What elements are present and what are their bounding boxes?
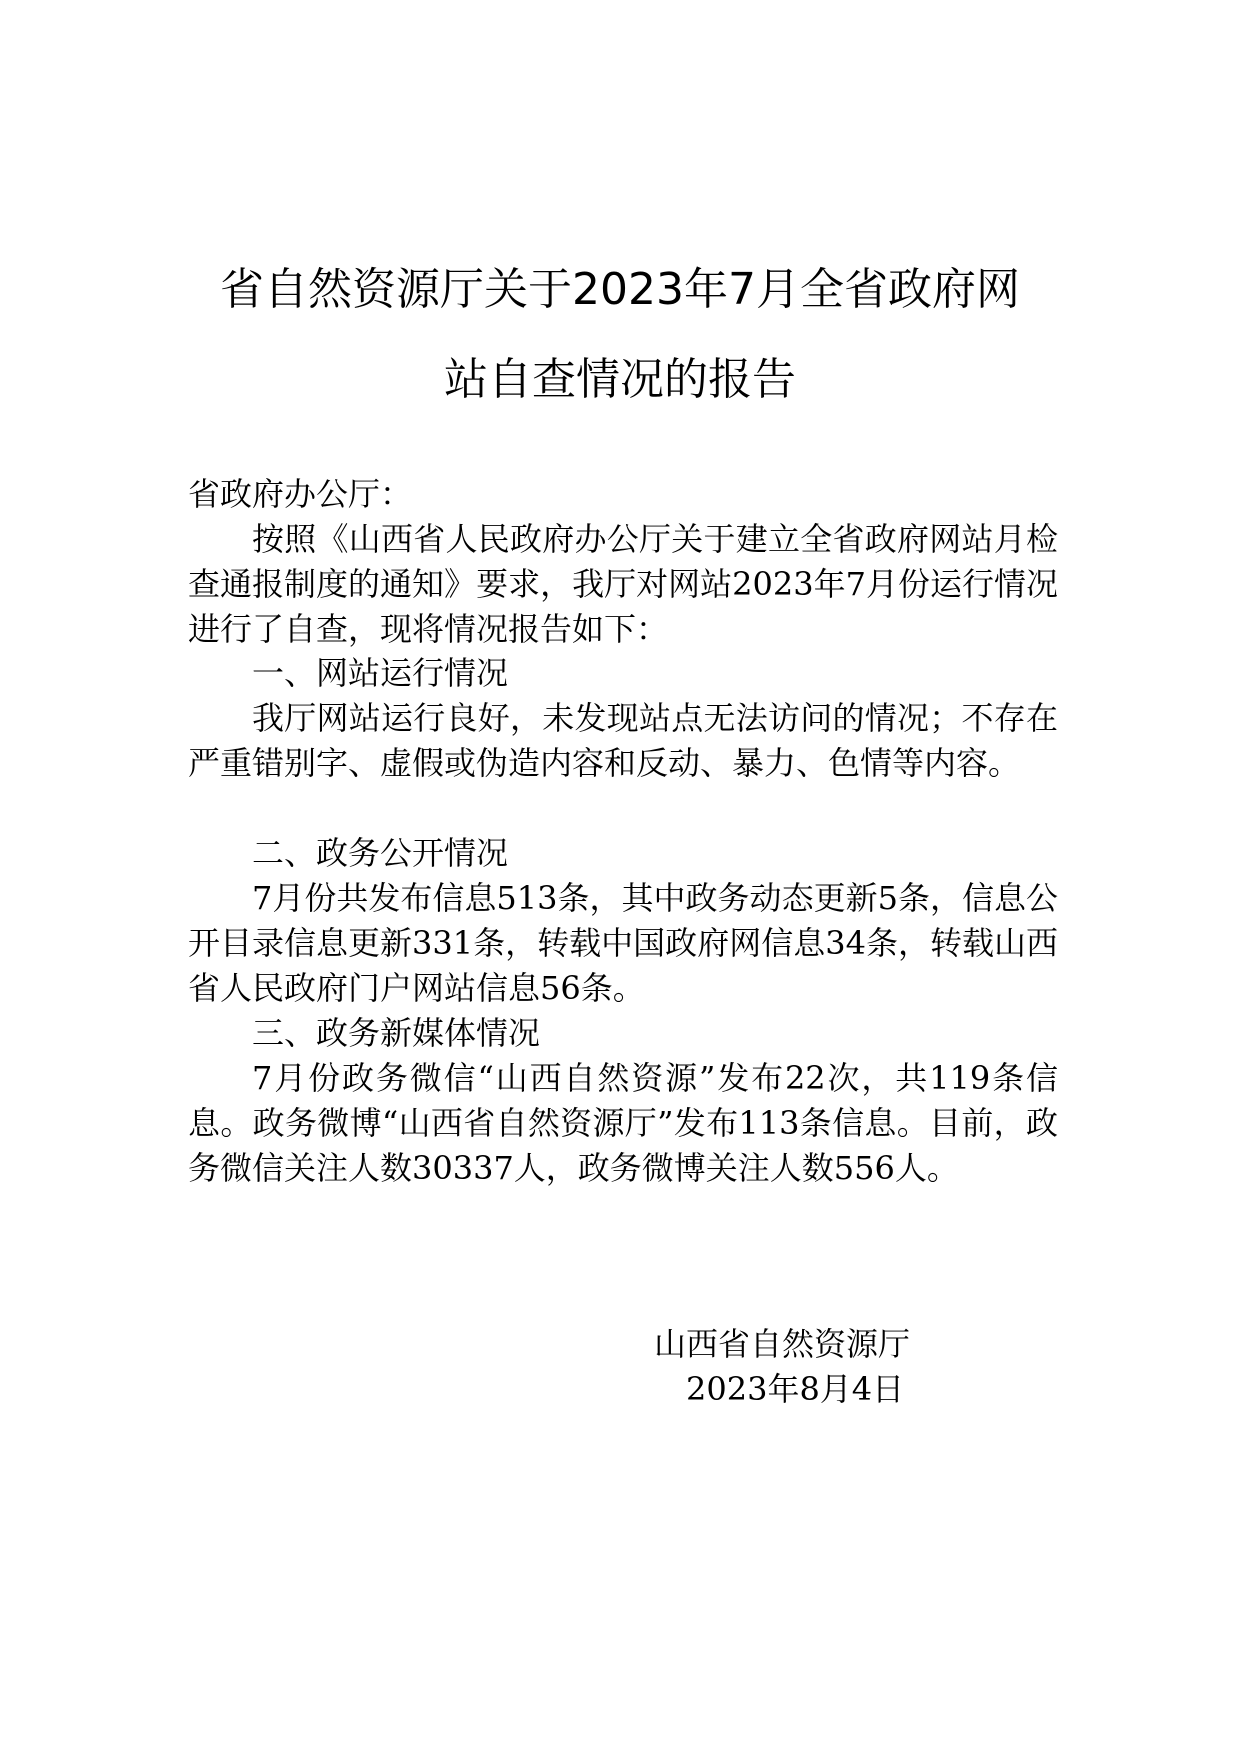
document-title-line-1: 省自然资源厅关于2023年7月全省政府网	[220, 264, 1020, 315]
signature-date: 2023年8月4日	[686, 1370, 905, 1408]
section-heading-website-operation: 一、网站运行情况	[252, 654, 509, 692]
section-heading-new-media: 三、政务新媒体情况	[252, 1014, 541, 1052]
section-heading-government-disclosure: 二、政务公开情况	[252, 834, 509, 872]
section-body-government-disclosure: 7月份共发布信息513条，其中政务动态更新5条，信息公开目录信息更新331条，转载中国政府网信息34条，转载山西省人民政府门户网站信息56条。	[188, 879, 1058, 1007]
intro-paragraph: 按照《山西省人民政府办公厅关于建立全省政府网站月检查通报制度的通知》要求，我厅对网站2023年7月份运行情况进行了自查，现将情况报告如下：	[188, 520, 1058, 648]
salutation: 省政府办公厅：	[188, 475, 413, 513]
section-body-website-operation: 我厅网站运行良好，未发现站点无法访问的情况；不存在严重错别字、虚假或伪造内容和反动、暴力、色情等内容。	[188, 699, 1058, 782]
signature-organization: 山西省自然资源厅	[654, 1325, 911, 1363]
document-title-line-2: 站自查情况的报告	[444, 354, 796, 405]
section-body-new-media: 7月份政务微信“山西自然资源”发布22次，共119条信息。政务微博“山西省自然资源厅”发布113条信息。目前，政务微信关注人数30337人，政务微博关注人数556人。	[188, 1059, 1058, 1187]
